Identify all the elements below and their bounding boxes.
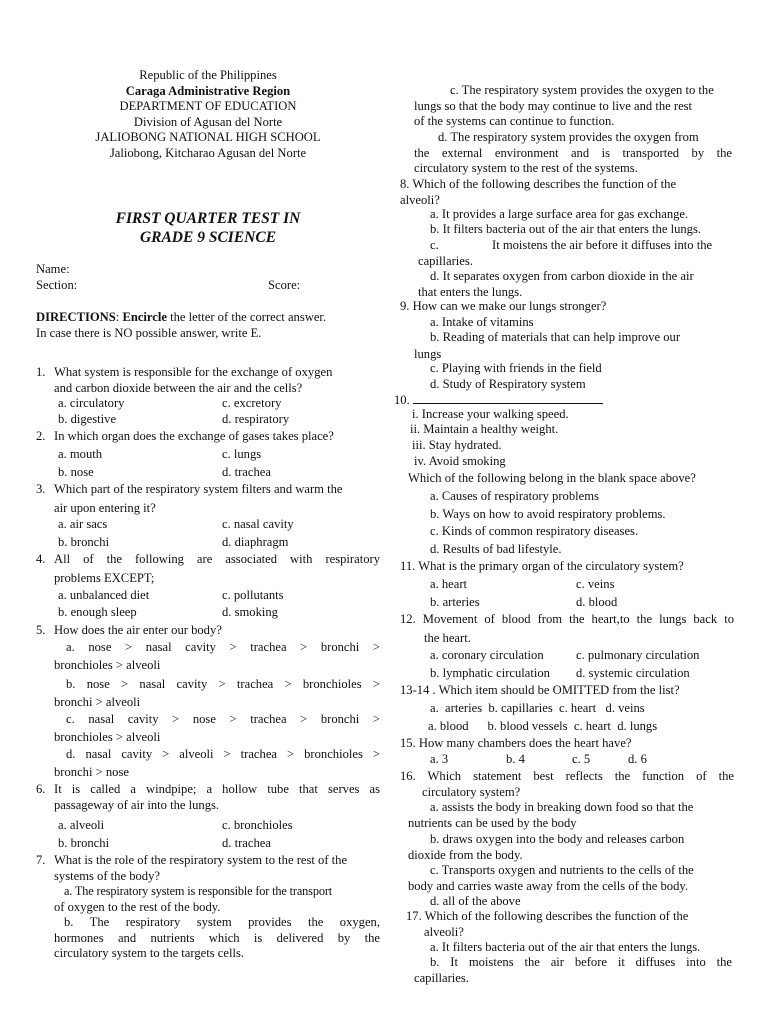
choice-b[interactable] bbox=[408, 832, 734, 863]
choice-d[interactable]: d. diaphragm bbox=[222, 535, 289, 549]
choice-line: nutrients can be used by the body bbox=[408, 815, 577, 830]
choice-a[interactable]: a. mouth bbox=[58, 447, 103, 461]
choice-c[interactable]: c. pulmonary circulation bbox=[576, 648, 700, 662]
question-text-line: In which organ does the exchange of gases takes place? bbox=[54, 429, 334, 443]
question-text-line: and carbon dioxide between the air and the cells? bbox=[54, 380, 303, 395]
section-field-label: Section: bbox=[36, 278, 78, 292]
list-item-ii: ii. Maintain a healthy weight. bbox=[410, 422, 559, 436]
question-17 bbox=[406, 909, 732, 940]
choice-b[interactable]: b. enough sleep bbox=[58, 605, 137, 619]
question-number: 10. bbox=[394, 393, 410, 407]
directions bbox=[36, 310, 380, 341]
question-text-line: air upon entering it? bbox=[54, 500, 156, 515]
choice-a[interactable]: a. It filters bacteria out of the air that enters the lungs. bbox=[430, 940, 701, 954]
choice-a[interactable] bbox=[54, 884, 380, 915]
choice-line: bronchioles > alveoli bbox=[54, 729, 161, 744]
choice-line: c. Transports oxygen and nutrients to the cells of the bbox=[430, 863, 694, 877]
choice-letter: c. bbox=[430, 238, 439, 252]
choice-b[interactable] bbox=[54, 915, 380, 962]
question-text-line: It is called a windpipe; a hollow tube that serves as bbox=[54, 782, 380, 796]
question-11: 11. What is the primary organ of the circulatory system? bbox=[400, 559, 684, 573]
question-text-line: alveoli? bbox=[400, 192, 440, 207]
choice-b[interactable]: b. lymphatic circulation bbox=[430, 666, 550, 680]
directions-rest-1: the letter of the correct answer. bbox=[166, 310, 327, 324]
choice-b[interactable]: b. bronchi bbox=[58, 535, 110, 549]
question-1 bbox=[36, 365, 380, 396]
choice-d[interactable]: d. trachea bbox=[222, 465, 271, 479]
score-field-label: Score: bbox=[268, 278, 301, 292]
question-number: 5. bbox=[36, 623, 46, 637]
choice-line: hormones and nutrients which is delivered by the bbox=[54, 930, 380, 945]
choice-d[interactable]: d. systemic circulation bbox=[576, 666, 690, 680]
choice-line: c. nasal cavity > nose > trachea > bronchi > bbox=[66, 712, 380, 726]
choice-c[interactable]: c. Playing with friends in the field bbox=[430, 361, 602, 375]
test-title bbox=[36, 209, 380, 247]
question-15: 15. How many chambers does the heart have? bbox=[400, 736, 632, 750]
choice-b[interactable]: b. Ways on how to avoid respiratory problems. bbox=[430, 507, 666, 521]
choice-line: b. The respiratory system provides the oxygen, bbox=[64, 915, 380, 929]
q7-choice-d[interactable] bbox=[414, 130, 732, 177]
question-6 bbox=[36, 782, 380, 813]
choice-c[interactable]: c. bronchioles bbox=[222, 818, 293, 832]
choice-a[interactable]: a. unbalanced diet bbox=[58, 588, 150, 602]
choice-a[interactable]: a. circulatory bbox=[58, 396, 125, 410]
answer-blank bbox=[413, 392, 603, 404]
header-republic: Republic of the Philippines bbox=[139, 68, 277, 82]
choice-d[interactable]: d. 6 bbox=[628, 752, 647, 766]
list-item-iii: iii. Stay hydrated. bbox=[412, 438, 502, 452]
question-5 bbox=[36, 623, 380, 639]
question-text-line: circulatory system? bbox=[422, 784, 521, 799]
question-text-line: What system is responsible for the exchange of oxygen bbox=[54, 365, 333, 379]
choice-c[interactable]: c. 5 bbox=[572, 752, 591, 766]
choice-c[interactable] bbox=[418, 238, 732, 269]
choice-b[interactable]: b. digestive bbox=[58, 412, 117, 426]
choice-d[interactable] bbox=[418, 269, 732, 300]
choice-d[interactable] bbox=[54, 747, 380, 780]
choice-d[interactable]: d. Results of bad lifestyle. bbox=[430, 542, 562, 556]
choice-b[interactable]: b. 4 bbox=[506, 752, 525, 766]
choice-a[interactable]: a. 3 bbox=[430, 752, 449, 766]
choice-line: that enters the lungs. bbox=[418, 284, 523, 299]
choice-d[interactable]: d. all of the above bbox=[430, 894, 521, 908]
question-text-line: systems of the body? bbox=[54, 868, 160, 883]
directions-colon: : bbox=[115, 310, 123, 324]
title-line-2: GRADE 9 SCIENCE bbox=[139, 229, 277, 246]
choice-b[interactable]: b. bronchi bbox=[58, 836, 110, 850]
choice-a[interactable]: a. heart bbox=[430, 577, 468, 591]
choice-line: of oxygen to the rest of the body. bbox=[54, 899, 221, 914]
name-field-label: Name: bbox=[36, 262, 70, 276]
choice-line: c. The respiratory system provides the oxygen to the bbox=[450, 83, 714, 97]
question-13-14: 13-14 . Which item should be OMITTED from the list? bbox=[400, 683, 680, 697]
choice-c[interactable]: c. pollutants bbox=[222, 588, 284, 602]
choice-b[interactable] bbox=[414, 330, 732, 362]
question-text-line: How does the air enter our body? bbox=[54, 623, 222, 637]
header-division: Division of Agusan del Norte bbox=[133, 114, 283, 129]
question-number: 3. bbox=[36, 482, 46, 496]
list-item-i: i. Increase your walking speed. bbox=[412, 407, 569, 421]
choice-line: circulatory system to the rest of the systems. bbox=[414, 161, 638, 175]
question-number: 2. bbox=[36, 429, 46, 443]
choice-line: b. draws oxygen into the body and releases carbon bbox=[430, 832, 685, 846]
q7-choice-c[interactable] bbox=[414, 83, 732, 130]
choice-line: capillaries. bbox=[418, 253, 473, 268]
choice-c[interactable] bbox=[408, 863, 734, 894]
question-9: 9. How can we make our lungs stronger? bbox=[400, 299, 607, 313]
choice-b[interactable] bbox=[54, 677, 380, 710]
choice-d[interactable]: d. trachea bbox=[222, 836, 271, 850]
question-text-line: What is the role of the respiratory system to the rest of the bbox=[54, 853, 348, 867]
choice-line: d. The respiratory system provides the oxygen from bbox=[438, 130, 699, 144]
question-text-line: 16. Which statement best reflects the function of the bbox=[400, 769, 734, 783]
choice-a[interactable] bbox=[54, 640, 380, 673]
choice-b[interactable]: b. nose bbox=[58, 465, 94, 479]
choice-line: bronchioles > alveoli bbox=[54, 657, 161, 672]
question-text-line: Which part of the respiratory system filters and warm the bbox=[54, 482, 343, 496]
choice-a[interactable]: a. alveoli bbox=[58, 818, 105, 832]
choice-line: dioxide from the body. bbox=[408, 847, 523, 862]
choice-line: capillaries. bbox=[414, 970, 469, 985]
choice-c[interactable]: c. excretory bbox=[222, 396, 282, 410]
choice-line: b. Reading of materials that can help improve our bbox=[430, 330, 681, 344]
choice-line: bronchi > nose bbox=[54, 764, 129, 779]
choice-line: lungs bbox=[414, 346, 442, 361]
choice-c[interactable]: c. lungs bbox=[222, 447, 262, 461]
question-text-line: Which of the following belong in the blank space above? bbox=[408, 471, 696, 485]
choice-line: body and carries waste away from the cells of the body. bbox=[408, 878, 688, 893]
question-text-line: alveoli? bbox=[424, 924, 464, 939]
choice-d[interactable]: d. smoking bbox=[222, 605, 278, 619]
question-7 bbox=[36, 853, 380, 884]
header-department: DEPARTMENT OF EDUCATION bbox=[119, 99, 297, 113]
choice-d[interactable]: d. blood bbox=[576, 595, 618, 609]
choice-a[interactable]: a. Intake of vitamins bbox=[430, 315, 534, 329]
list-item-iv: iv. Avoid smoking bbox=[414, 454, 506, 468]
question-number: 1. bbox=[36, 365, 46, 379]
choice-c[interactable] bbox=[54, 712, 380, 745]
title-line-1: FIRST QUARTER TEST IN bbox=[115, 210, 301, 227]
choice-a[interactable]: a. coronary circulation bbox=[430, 648, 544, 662]
choice-row-1[interactable]: a. arteries b. capillaries c. heart d. veins bbox=[430, 701, 645, 715]
question-number: 4. bbox=[36, 552, 46, 566]
choice-c[interactable]: c. nasal cavity bbox=[222, 517, 294, 531]
choice-c[interactable]: c. veins bbox=[576, 577, 615, 591]
header-region: Caraga Administrative Region bbox=[125, 83, 291, 98]
directions-verb: Encircle bbox=[122, 310, 167, 324]
choice-b[interactable] bbox=[414, 955, 732, 986]
choice-line: It moistens the air before it diffuses into the bbox=[492, 238, 713, 252]
choice-line: d. It separates oxygen from carbon dioxide in the air bbox=[430, 269, 694, 283]
choice-line: circulatory system to the targets cells. bbox=[54, 946, 245, 960]
question-number: 7. bbox=[36, 853, 46, 867]
question-text-line: the heart. bbox=[424, 630, 471, 645]
choice-line: bronchi > alveoli bbox=[54, 694, 141, 709]
question-8 bbox=[400, 177, 732, 208]
choice-line: lungs so that the body may continue to live and the rest bbox=[414, 98, 693, 113]
question-text-line: 17. Which of the following describes the function of the bbox=[406, 909, 689, 923]
question-4 bbox=[36, 552, 380, 586]
choice-row-2[interactable]: a. blood b. blood vessels c. heart d. lungs bbox=[428, 719, 658, 733]
question-number: 6. bbox=[36, 782, 46, 796]
question-16 bbox=[400, 769, 734, 800]
directions-label: DIRECTIONS bbox=[36, 310, 116, 324]
choice-b[interactable]: b. arteries bbox=[430, 595, 480, 609]
question-12 bbox=[400, 612, 734, 646]
choice-line: a. nose > nasal cavity > trachea > bronchi > bbox=[66, 640, 380, 654]
school-header bbox=[36, 68, 380, 161]
choice-a[interactable]: a. air sacs bbox=[58, 517, 108, 531]
choice-a[interactable]: a. Causes of respiratory problems bbox=[430, 489, 599, 503]
question-3 bbox=[36, 482, 380, 516]
choice-d[interactable]: d. respiratory bbox=[222, 412, 290, 426]
choice-line: a. assists the body in breaking down food so that the bbox=[430, 800, 694, 814]
choice-line: a. The respiratory system is responsible for the transport bbox=[64, 884, 333, 898]
choice-line: b. nose > nasal cavity > trachea > bronchioles > bbox=[66, 677, 380, 691]
question-text-line: 8. Which of the following describes the function of the bbox=[400, 177, 677, 191]
choice-c[interactable]: c. Kinds of common respiratory diseases. bbox=[430, 524, 639, 538]
choice-d[interactable]: d. Study of Respiratory system bbox=[430, 377, 586, 391]
choice-line: of the systems can continue to function. bbox=[414, 114, 615, 128]
choice-b[interactable]: b. It filters bacteria out of the air that enters the lungs. bbox=[430, 222, 702, 236]
directions-rest-2: In case there is NO possible answer, write E. bbox=[36, 325, 262, 340]
choice-line: the external environment and is transported by the bbox=[414, 145, 732, 160]
question-text-line: 12. Movement of blood from the heart,to the lungs back to bbox=[400, 612, 734, 626]
choice-a[interactable] bbox=[408, 800, 734, 831]
choice-a[interactable]: a. It provides a large surface area for gas exchange. bbox=[430, 207, 689, 221]
header-school: JALIOBONG NATIONAL HIGH SCHOOL bbox=[95, 130, 321, 144]
question-text-line: passageway of air into the lungs. bbox=[54, 797, 220, 812]
question-2 bbox=[36, 429, 380, 445]
question-text-line: problems EXCEPT; bbox=[54, 570, 155, 585]
choice-line: d. nasal cavity > alveoli > trachea > bronchioles > bbox=[66, 747, 380, 761]
header-address: Jaliobong, Kitcharao Agusan del Norte bbox=[109, 145, 307, 160]
question-text-line: All of the following are associated with respiratory bbox=[54, 552, 380, 566]
choice-line: b. It moistens the air before it diffuses into the bbox=[430, 955, 732, 969]
